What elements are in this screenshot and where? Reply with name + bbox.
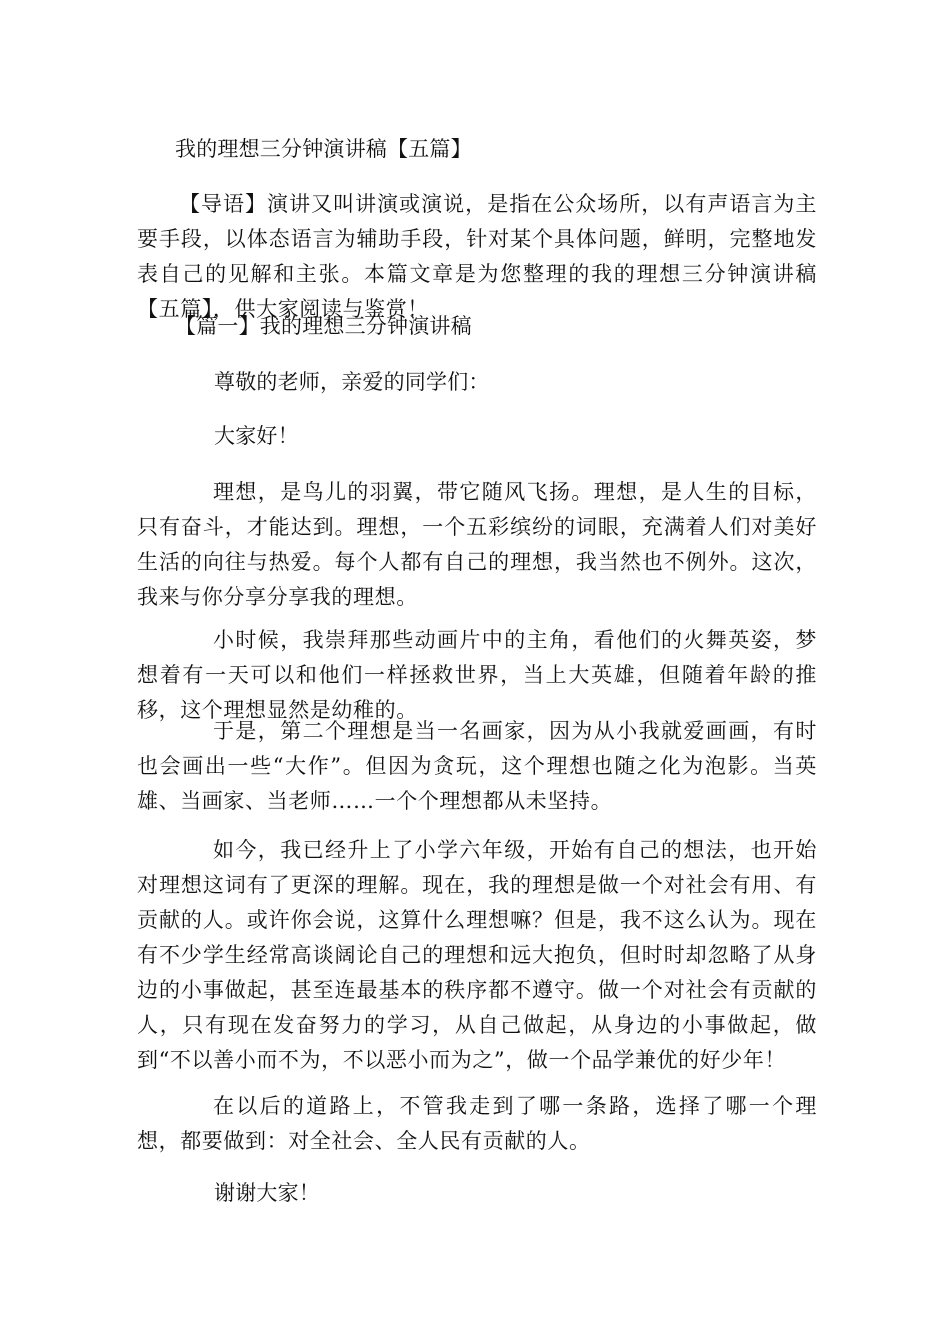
salutation: 尊敬的老师，亲爱的同学们： bbox=[214, 370, 490, 394]
greeting: 大家好！ bbox=[214, 424, 299, 448]
document-title: 我的理想三分钟演讲稿【五篇】 bbox=[175, 137, 472, 161]
body-paragraph-4: 如今，我已经升上了小学六年级，开始有自己的想法，也开始对理想这词有了更深的理解。现在，我的理想是做一个对社会有用、有贡献的人。或许你会说，这算什么理想嘛？但是，我不这么认为。现在有不少学生经常高谈阔论自己的理想和远大抱负，但时时却忽略了从身边的小事做起，甚至连最基本的秩序都不遵守。做一个对社会有贡献的人，只有现在发奋努力的学习，从自己做起，从身边的小事做起，做到“不以善小而不为，不以恶小而为之”，做一个品学兼优的好少年！ bbox=[137, 838, 817, 1072]
body-paragraph-5: 在以后的道路上，不管我走到了哪一条路，选择了哪一个理想，都要做到：对全社会、全人民有贡献的人。 bbox=[137, 1094, 817, 1153]
body-paragraph-2: 小时候，我崇拜那些动画片中的主角，看他们的火舞英姿，梦想着有一天可以和他们一样拯救世界，当上大英雄，但随着年龄的推移，这个理想显然是幼稚的。 bbox=[137, 628, 817, 722]
closing: 谢谢大家！ bbox=[214, 1181, 320, 1205]
section-heading: 【篇一】我的理想三分钟演讲稿 bbox=[175, 314, 472, 338]
intro-paragraph: 【导语】演讲又叫讲演或演说，是指在公众场所，以有声语言为主要手段，以体态语言为辅助手段，针对某个具体问题，鲜明，完整地发表自己的见解和主张。本篇文章是为您整理的我的理想三分钟演讲稿【五篇】，供大家阅读与鉴赏！ bbox=[137, 192, 817, 321]
body-paragraph-1: 理想，是鸟儿的羽翼，带它随风飞扬。理想，是人生的目标，只有奋斗，才能达到。理想，一个五彩缤纷的词眼，充满着人们对美好生活的向往与热爱。每个人都有自己的理想，我当然也不例外。这次，我来与你分享分享我的理想。 bbox=[137, 480, 817, 609]
body-paragraph-3: 于是，第二个理想是当一名画家，因为从小我就爱画画，有时也会画出一些“大作”。但因为贪玩，这个理想也随之化为泡影。当英雄、当画家、当老师……一个个理想都从未坚持。 bbox=[137, 719, 817, 813]
